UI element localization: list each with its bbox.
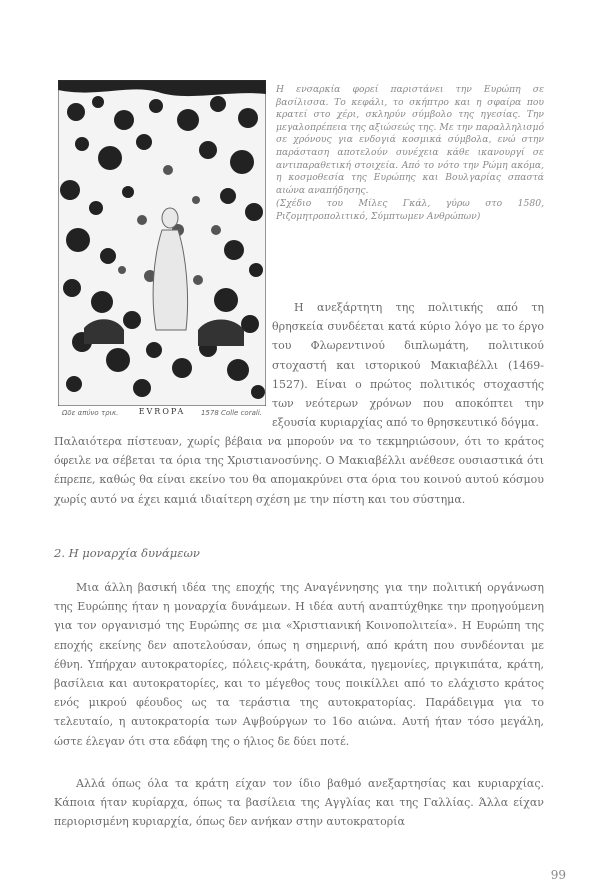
- paragraph-machiavelli: Η ανεξάρτητη της πολιτικής από τη θρησκεία συνδέεται κατά κύριο λόγο με το έργο του Φλωρεντινού διπλωμάτη, πολιτικού στοχαστή και ιστορικού Μακιαβέλλι (1469-1527). Είναι ο πρώτος πολιτικός στοχαστής των νεότερων χρόνων που αποκόπτει την εξουσία κυριαρχίας από το θρησκευτικό δόγμα.: [272, 301, 544, 430]
- europa-engraving-figure: [58, 80, 266, 418]
- engraving-caption-left: Ωδε απύνο τρικ.: [62, 409, 119, 417]
- paragraph-monarchy: Μια άλλη βασική ιδέα της εποχής της Αναγέννησης για την πολιτική οργάνωση της Ευρώπης ήταν η μοναρχία δυνάμεων. Η ιδέα αυτή αναπτύχθηκε την προηγούμενη για τον οργανισμό της Ευρώπης σε μια «Χριστιανική Κοινοπολιτεία». Η Ευρώπη της εποχής εκείνης δεν αποτελούσαν, όπως η σημερινή, από κράτη που συνδέονται με έθνη. Υπήρχαν αυτοκρατορίες, πόλεις-κράτη, δουκάτα, ηγεμονίες, πριγκιπάτα, κράτη, βασίλεια και αυτοκρατορίες, και το μέγεθος τους ποικίλλει από το ελάχιστο κράτος ενός μικρού φέουδος ως τα τεράστια της αυτοκρατορίας. Παράδειγμα για το τελευταίο, η αυτοκρατορία των Αψβούργων το 16ο αιώνα. Αυτή ήταν τόσο μεγάλη, ώστε έλεγαν ότι στα εδάφη της ο ήλιος δε δύει ποτέ.: [54, 581, 544, 748]
- paragraph-christianity: Παλαιότερα πίστευαν, χωρίς βέβαια να μπορούν να το τεκμηριώσουν, ότι το κράτος όφειλε να σέβεται τα όρια της Χριστιανοσύνης. Ο Μακιαβέλλι ανέθεσε ουσιαστικά ότι έπρεπε, καθώς θα είναι εκείνο του θα απομακρύνει στα όρια του κοινού αυτού κόσμου χωρίς αυτό να έχει καμιά ιδιαίτερη σχέση με την πίστη και του σύστημα.: [54, 435, 544, 506]
- figure-caption-source: (Σχέδιο του Μίλες Γκάλ, γύρω στο 1580, Ριζομητροπολιτικό, Σύμπτωμεν Ανθρώπων): [276, 198, 544, 222]
- paragraph-sovereignty: Αλλά όπως όλα τα κράτη είχαν τον ίδιο βαθμό ανεξαρτησίας και κυριαρχίας. Κάποια ήταν κυρίαρχα, όπως τα βασίλεια της Αγγλίας και της Γαλλίας. Άλλα είχαν περιορισμένη κυριαρχία, όπως δεν ανήκαν στην αυτοκρατορία: [54, 777, 544, 829]
- engraving-caption-strip: [58, 407, 266, 421]
- figure-caption: [276, 84, 544, 224]
- figure-caption-text: Η ενσαρκία φορεί παριστάνει την Ευρώπη σε βασίλισσα. Το κεφάλι, το σκήπτρο και η σφαίρα που κρατεί στο χέρι, σκληρύν σύμβολο της ηγεσίας. Την μεγαλοπρέπεια της αξιώσεώς της. Με την παραλληλισμό σε χρόνους για ενδογιά κοσμικά σύμβολα, ενώ στην παράσταση αποτελούν συνέχεια κάθε ικανουργί σε αντιπαραθετική στοιχεία. Από το νότο την Ρώμη ακόμα, η κοσμοθεσία της Ευρώπης και Βουλγαρίας σπαστά αιώνα αναπήδησης.: [276, 84, 544, 196]
- engraving-image: [58, 80, 266, 406]
- engraving-caption-right: 1578 Colle corali.: [200, 409, 262, 417]
- page-number: 99: [550, 868, 566, 882]
- engraving-title: EVROPA: [138, 407, 186, 416]
- section-heading: 2. Η μοναρχία δυνάμεων: [54, 546, 200, 560]
